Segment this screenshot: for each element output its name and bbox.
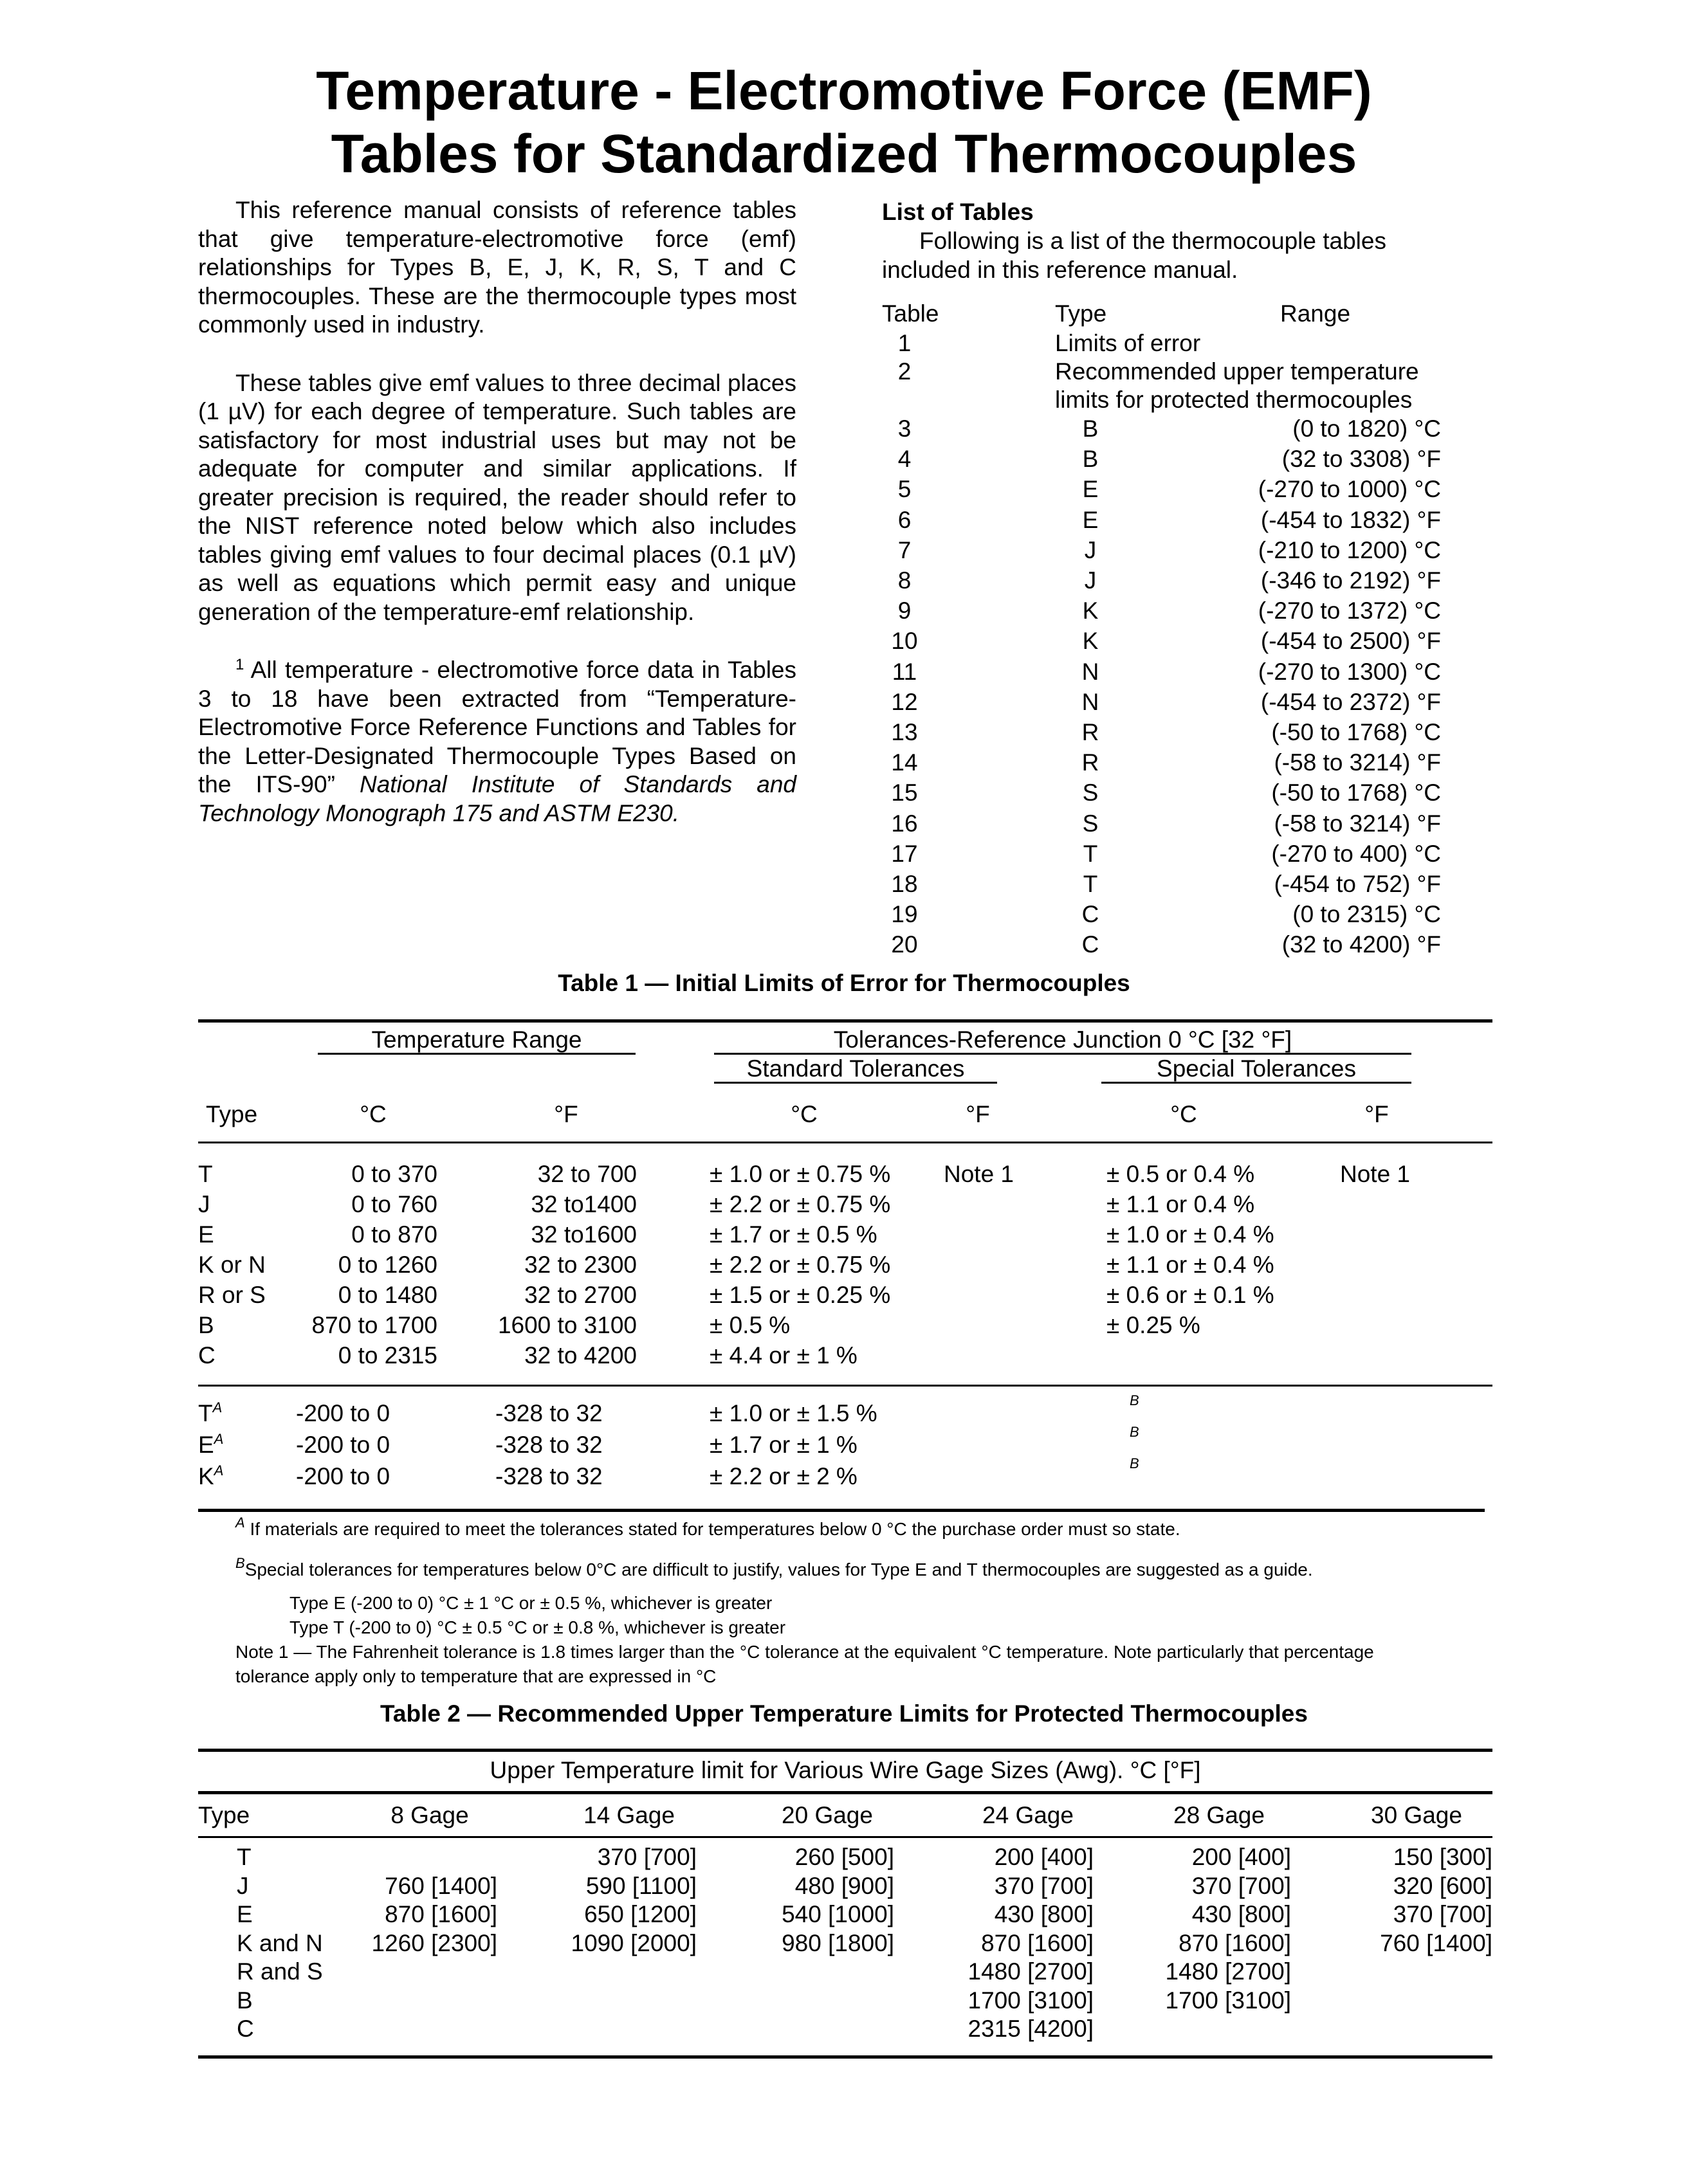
list-row-range: (0 to 1820) °C — [1292, 415, 1441, 442]
table1-cell-std-c: ± 4.4 or ± 1 % — [710, 1342, 858, 1369]
list-row-range: (-58 to 3214) °F — [1274, 749, 1441, 776]
table1-cell-c: -200 to 0 — [296, 1400, 390, 1426]
list-header-table: Table — [882, 300, 939, 327]
table1-type-letter: T — [198, 1400, 213, 1426]
table2-col-gage: 8 Gage — [390, 1802, 469, 1828]
table2-cell-value: 650 [1200] — [584, 1901, 697, 1927]
list-row-type: J — [1084, 567, 1097, 594]
list-row-type: S — [1082, 779, 1099, 806]
list-row-type: N — [1081, 688, 1099, 715]
table1-cell-type: T — [198, 1161, 213, 1187]
list-row-type: R — [1081, 749, 1099, 776]
table1-cell-std-c: ± 1.0 or ± 0.75 % — [710, 1161, 891, 1187]
list-of-tables-intro: Following is a list of the thermocouple tables included in this reference manual. — [882, 228, 1386, 283]
list-row-num: 6 — [897, 506, 912, 533]
table2-cell-value: 540 [1000] — [782, 1901, 894, 1927]
table1-cell-std-f: Note 1 — [944, 1161, 1014, 1187]
table1-cell-f: 32 to1400 — [531, 1191, 637, 1217]
list-row-num: 20 — [891, 931, 918, 958]
table2-cell-value: 1260 [2300] — [371, 1929, 497, 1956]
table2-cell-value: 430 [800] — [994, 1901, 1094, 1927]
list-row-range: (-50 to 1768) °C — [1271, 779, 1441, 806]
list-row-type: C — [1081, 901, 1099, 928]
table1-footnote-marker: A — [212, 1399, 223, 1415]
table2-cell-value: 1090 [2000] — [571, 1929, 697, 1956]
list-row-num: 11 — [892, 658, 917, 685]
list-row-type: R — [1081, 719, 1099, 745]
intro-text — [198, 196, 796, 828]
list-row-range: (-270 to 1372) °C — [1258, 597, 1441, 624]
list-row-type: K — [1082, 628, 1099, 655]
list-row-range: (-454 to 1832) °F — [1260, 506, 1441, 533]
table2-cell-value: 370 [700] — [1191, 1872, 1291, 1899]
note-1-line2: tolerance apply only to temperature that are expressed in °C — [235, 1666, 717, 1686]
intro-paragraph-2: These tables give emf values to three decimal places (1 µV) for each degree of temperature. Such tables are satisfactory for most industrial uses but may not be adequate for computer and similar applications. If greater precision is required, the reader should refer to the NIST reference noted below which also includes tables giving emf values to four decimal places (0.1 µV) as well as equations which permit easy and unique generation of the temperature-emf relationship. — [198, 369, 796, 625]
table2-col-gage: 28 Gage — [1173, 1802, 1265, 1828]
table1-cell-f: 32 to 2300 — [524, 1251, 637, 1278]
footnote-a-marker: A — [235, 1515, 245, 1531]
table1-cell-sp-f: Note 1 — [1340, 1161, 1411, 1187]
table2-col-gage: 24 Gage — [982, 1802, 1074, 1828]
list-row-range: (32 to 3308) °F — [1281, 446, 1441, 473]
intro-paragraph-3 — [198, 656, 796, 828]
table1-cell-sp-c: ± 1.0 or ± 0.4 % — [1106, 1221, 1274, 1248]
table1-header-rule — [198, 1142, 1492, 1143]
table1-col-sp-f: °F — [1364, 1101, 1389, 1127]
table1-type-letter: K — [198, 1463, 214, 1489]
table2-cell-value: 200 [400] — [994, 1844, 1094, 1870]
footnote-b-marker: B — [235, 1555, 245, 1571]
table2-cell-type: J — [237, 1872, 249, 1899]
table2-cell-type: R and S — [237, 1958, 323, 1985]
table2-cell-value: 150 [300] — [1393, 1844, 1492, 1870]
table2-top-rule — [198, 1749, 1492, 1752]
table2-col-type: Type — [198, 1802, 250, 1828]
table2-group-rule — [198, 1791, 1492, 1794]
table2-cell-value: 1700 [3100] — [1165, 1987, 1291, 2014]
table1-cell-c: 0 to 370 — [351, 1161, 437, 1187]
list-row-num: 5 — [897, 476, 912, 503]
table2-cell-value: 760 [1400] — [385, 1872, 497, 1899]
list-row-num: 10 — [891, 628, 918, 655]
intro-paragraph-3-text: All temperature - electromotive force data in Tables 3 to 18 have been extracted from “Temperature-Electromotive Force Reference Functions and Tables for the Letter-Designated Thermocouple Types Based on the ITS-90” — [198, 657, 796, 797]
list-row-num: 13 — [891, 719, 918, 745]
table2-cell-value: 870 [1600] — [385, 1901, 497, 1927]
table1-cell-std-c: ± 0.5 % — [710, 1312, 791, 1338]
table1-cell-type: J — [198, 1191, 210, 1217]
list-row-range: (-454 to 2372) °F — [1260, 688, 1441, 715]
list-row-num: 18 — [891, 871, 918, 897]
list-row-range: (32 to 4200) °F — [1281, 931, 1441, 958]
table2-cell-type: B — [237, 1987, 253, 2014]
table1-cell-std-c: ± 1.0 or ± 1.5 % — [710, 1400, 877, 1426]
table1-cell-sp-c: ± 1.1 or 0.4 % — [1106, 1191, 1255, 1217]
list-row-type: C — [1081, 931, 1099, 958]
table1-cell-sp-marker: B — [1130, 1392, 1139, 1408]
table1-col-std-f: °F — [966, 1101, 990, 1127]
table2-cell-type: K and N — [237, 1929, 323, 1956]
list-header-range: Range — [1280, 300, 1351, 327]
table1-cell-c: 870 to 1700 — [311, 1312, 437, 1338]
table2-cell-value: 480 [900] — [794, 1872, 894, 1899]
intro-paragraph-1: This reference manual consists of reference tables that give temperature-electromotive force (emf) relationships for Types B, E, J, K, R, S, T and C thermocouples. These are the thermocouple types most commonly used in industry. — [198, 197, 796, 338]
list-row-range: (0 to 2315) °C — [1292, 901, 1441, 928]
table2-cell-type: C — [237, 2016, 254, 2042]
list-row-num: 4 — [897, 446, 912, 473]
table1-cell-sp-marker: B — [1130, 1455, 1139, 1471]
table2-cell-value: 760 [1400] — [1380, 1929, 1492, 1956]
table2-col-gage: 20 Gage — [782, 1802, 873, 1828]
table2-cell-value: 370 [700] — [597, 1844, 697, 1870]
table2-col-gage: 30 Gage — [1371, 1802, 1462, 1828]
table1-special-header: Special Tolerances — [1157, 1055, 1356, 1082]
list-row-type: K — [1082, 597, 1099, 624]
table1-cell-sp-c: ± 0.6 or ± 0.1 % — [1106, 1282, 1274, 1308]
table1-cell-type — [198, 1463, 223, 1490]
table1-col-temp-c: °C — [360, 1101, 387, 1127]
list-row-num: 3 — [897, 415, 912, 442]
table2-cell-value: 260 [500] — [794, 1844, 894, 1870]
list-row-type: S — [1082, 810, 1099, 837]
list-row-type: B — [1082, 446, 1099, 473]
table1-cell-std-c: ± 1.5 or ± 0.25 % — [710, 1282, 891, 1308]
table1-cell-sp-c: ± 1.1 or ± 0.4 % — [1106, 1251, 1274, 1278]
table1-cell-type — [198, 1400, 222, 1427]
list-row-type: B — [1082, 415, 1099, 442]
table1-temp-range-header: Temperature Range — [371, 1026, 582, 1053]
table1-cell-c: 0 to 2315 — [338, 1342, 437, 1369]
list-row-num: 2 — [897, 358, 912, 385]
table2-cell-value: 590 [1100] — [585, 1872, 697, 1899]
table1-bottom-rule — [198, 1509, 1485, 1512]
table1-col-temp-f: °F — [554, 1101, 578, 1127]
list-row-num: 19 — [891, 901, 918, 928]
table1-cell-c: -200 to 0 — [296, 1463, 390, 1489]
table1-cell-f: 32 to 4200 — [524, 1342, 637, 1369]
table1-col-std-c: °C — [791, 1101, 818, 1127]
table1-cell-f: 32 to 2700 — [524, 1282, 637, 1308]
list-row-num: 12 — [891, 688, 918, 715]
list-row-num: 9 — [897, 597, 912, 624]
table1-col-type: Type — [206, 1101, 258, 1127]
table1-top-rule — [198, 1019, 1492, 1023]
note-1-line1: Note 1 — The Fahrenheit tolerance is 1.8 times larger than the °C tolerance at the equivalent °C temperature. Note particularly that percentage — [235, 1642, 1374, 1662]
list-row-range: (-50 to 1768) °C — [1271, 719, 1441, 745]
table2-cell-value: 1480 [2700] — [1165, 1958, 1291, 1985]
table2-group-header: Upper Temperature limit for Various Wire Gage Sizes (Awg). °C [°F] — [490, 1757, 1201, 1783]
list-row-num: 16 — [891, 810, 918, 837]
table1-cell-f: 1600 to 3100 — [497, 1312, 637, 1338]
list-row-range: (-346 to 2192) °F — [1260, 567, 1441, 594]
table1-tolerances-header: Tolerances-Reference Junction 0 °C [32 °F] — [833, 1026, 1292, 1053]
table1-cell-c: 0 to 1480 — [338, 1282, 437, 1308]
footnote-type-t: Type T (-200 to 0) °C ± 0.5 °C or ± 0.8 %, whichever is greater — [289, 1617, 786, 1637]
table2-cell-value: 870 [1600] — [1179, 1929, 1291, 1956]
table1-footnote-marker: A — [214, 1431, 224, 1447]
list-row-type: N — [1081, 658, 1099, 685]
list-of-tables-title: List of Tables — [882, 199, 1034, 225]
table1-cell-type — [198, 1432, 223, 1459]
table2-cell-type: E — [237, 1901, 253, 1927]
list-row-type: Limits of error — [1055, 330, 1201, 356]
table1-cell-c: -200 to 0 — [296, 1432, 390, 1458]
table1-cell-std-c: ± 2.2 or ± 2 % — [710, 1463, 858, 1489]
page-title-line2: Tables for Standardized Thermocouples — [331, 123, 1357, 184]
table1-cell-type: C — [198, 1342, 216, 1369]
table2-cell-value: 200 [400] — [1191, 1844, 1291, 1870]
table1-standard-header: Standard Tolerances — [746, 1055, 965, 1082]
list-row-type: Recommended upper temperature — [1055, 358, 1419, 385]
table1-cell-type: K or N — [198, 1251, 266, 1278]
table2-cell-value: 370 [700] — [1393, 1901, 1492, 1927]
list-row-type: E — [1082, 506, 1099, 533]
list-header-type: Type — [1055, 300, 1107, 327]
table2-cell-value: 370 [700] — [994, 1872, 1094, 1899]
table1-col-sp-c: °C — [1170, 1101, 1197, 1127]
intro-paragraph-3-citation: National Institute of Standards and Technology Monograph 175 and ASTM E230. — [198, 771, 796, 826]
table1-cell-c: 0 to 1260 — [338, 1251, 437, 1278]
table2-cell-value: 320 [600] — [1393, 1872, 1492, 1899]
table2-bottom-rule — [198, 2055, 1492, 2059]
list-row-type: T — [1083, 840, 1098, 867]
table1-cell-f: -328 to 32 — [495, 1400, 603, 1426]
table1-cell-f: -328 to 32 — [495, 1432, 603, 1458]
table1-cell-type: B — [198, 1312, 214, 1338]
table1-cell-type: E — [198, 1221, 214, 1248]
footnote-b — [235, 1555, 1313, 1580]
table1-caption: Table 1 — Initial Limits of Error for Thermocouples — [558, 970, 1130, 996]
list-row-type-cont: limits for protected thermocouples — [1055, 387, 1413, 413]
footnote-a — [235, 1515, 1180, 1540]
footnote-b-text: Special tolerances for temperatures below 0°C are difficult to justify, values for Type E and T thermocouples are suggested as a guide. — [244, 1560, 1313, 1579]
table1-cell-f: -328 to 32 — [495, 1463, 603, 1489]
table1-type-letter: E — [198, 1432, 214, 1458]
table1-cell-std-c: ± 1.7 or ± 1 % — [710, 1432, 858, 1458]
table1-cell-sp-marker: B — [1130, 1424, 1139, 1440]
list-row-range: (-210 to 1200) °C — [1258, 536, 1441, 563]
table1-cell-std-c: ± 2.2 or ± 0.75 % — [710, 1251, 891, 1278]
list-row-range: (-58 to 3214) °F — [1274, 810, 1441, 837]
list-row-range: (-454 to 2500) °F — [1260, 628, 1441, 655]
table2-cell-value: 430 [800] — [1191, 1901, 1291, 1927]
list-row-range: (-454 to 752) °F — [1274, 871, 1441, 897]
list-row-num: 7 — [897, 536, 912, 563]
list-row-range: (-270 to 400) °C — [1271, 840, 1441, 867]
table2-header-rule — [198, 1836, 1492, 1838]
table1-cell-std-c: ± 2.2 or ± 0.75 % — [710, 1191, 891, 1217]
list-row-type: T — [1083, 871, 1098, 897]
table1-cell-f: 32 to1600 — [531, 1221, 637, 1248]
table2-cell-value: 980 [1800] — [782, 1929, 894, 1956]
table1-cell-c: 0 to 760 — [351, 1191, 437, 1217]
list-row-range: (-270 to 1000) °C — [1258, 476, 1441, 503]
list-row-type: E — [1082, 476, 1099, 503]
list-row-num: 1 — [897, 330, 912, 356]
list-row-num: 8 — [897, 567, 912, 594]
list-row-range: (-270 to 1300) °C — [1258, 658, 1441, 685]
table1-cell-sp-c: ± 0.25 % — [1106, 1312, 1200, 1338]
table2-cell-value: 2315 [4200] — [968, 2016, 1094, 2042]
table1-cell-type: R or S — [198, 1282, 266, 1308]
footnote-type-e: Type E (-200 to 0) °C ± 1 °C or ± 0.5 %, whichever is greater — [289, 1593, 773, 1613]
table2-cell-value: 1480 [2700] — [968, 1958, 1094, 1985]
list-row-num: 14 — [891, 749, 918, 776]
table1-footnote-marker: A — [214, 1462, 224, 1479]
table2-cell-value: 1700 [3100] — [968, 1987, 1094, 2014]
list-row-num: 15 — [891, 779, 918, 806]
footnote-marker: 1 — [235, 656, 244, 673]
table2-caption: Table 2 — Recommended Upper Temperature Limits for Protected Thermocouples — [380, 1700, 1308, 1727]
table1-cell-f: 32 to 700 — [537, 1161, 637, 1187]
table1-cell-sp-c: ± 0.5 or 0.4 % — [1106, 1161, 1255, 1187]
list-row-num: 17 — [891, 840, 918, 867]
table2-cell-value: 870 [1600] — [981, 1929, 1094, 1956]
page-title-line1: Temperature - Electromotive Force (EMF) — [316, 60, 1372, 121]
table1-cell-c: 0 to 870 — [351, 1221, 437, 1248]
footnote-a-text: If materials are required to meet the tolerances stated for temperatures below 0 °C the purchase order must so state. — [250, 1519, 1180, 1539]
table2-col-gage: 14 Gage — [583, 1802, 675, 1828]
table1-cell-std-c: ± 1.7 or ± 0.5 % — [710, 1221, 877, 1248]
list-row-type: J — [1084, 536, 1097, 563]
table1-mid-rule — [198, 1385, 1492, 1387]
table2-cell-type: T — [237, 1844, 252, 1870]
